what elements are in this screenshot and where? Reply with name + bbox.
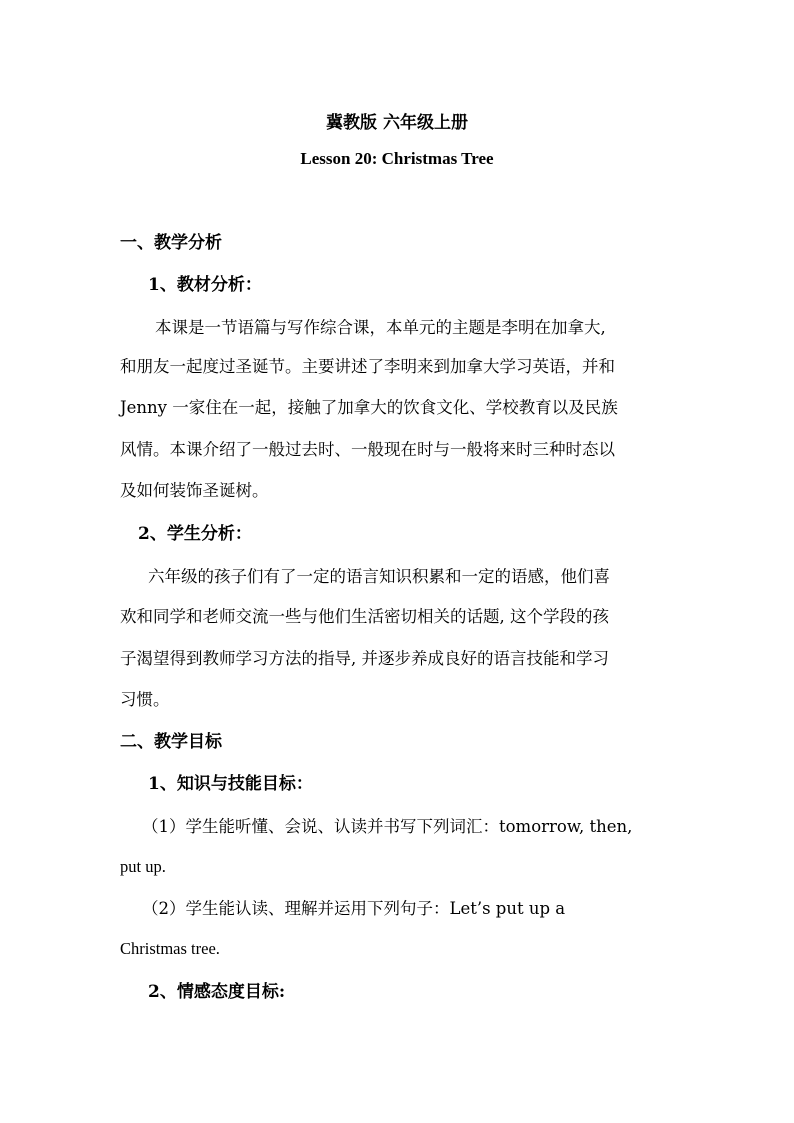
paragraph-line: 本课是一节语篇与写作综合课，本单元的主题是李明在加拿大, bbox=[155, 318, 606, 337]
paragraph-line: 六年级的孩子们有了一定的语言知识积累和一定的语感，他们喜 bbox=[148, 567, 610, 586]
subheading-knowledge-skills: 1、知识与技能目标： bbox=[148, 774, 313, 794]
paragraph-line: 子渴望得到教师学习方法的指导, 并逐步养成良好的语言技能和学习 bbox=[120, 649, 609, 668]
section-heading-objectives: 二、教学目标 bbox=[120, 732, 222, 752]
document-title: 冀教版 六年级上册 bbox=[326, 113, 468, 133]
paragraph-line: 及如何装饰圣诞树。 bbox=[120, 481, 269, 500]
paragraph-line: Jenny 一家住在一起，接触了加拿大的饮食文化、学校教育以及民族 bbox=[120, 398, 618, 417]
subheading-material-analysis: 1、教材分析： bbox=[148, 275, 262, 295]
paragraph-line: 和朋友一起度过圣诞节。主要讲述了李明来到加拿大学习英语，并和 bbox=[120, 357, 615, 376]
section-heading-analysis: 一、教学分析 bbox=[120, 233, 222, 253]
paragraph-line: put up. bbox=[120, 857, 166, 876]
paragraph-line: Christmas tree. bbox=[120, 939, 220, 958]
subheading-emotional-attitude: 2、情感态度目标: bbox=[148, 982, 286, 1002]
paragraph-line: 欢和同学和老师交流一些与他们生活密切相关的话题, 这个学段的孩 bbox=[120, 607, 609, 626]
paragraph-line: 风情。本课介绍了一般过去时、一般现在时与一般将来时三种时态以 bbox=[120, 440, 615, 459]
paragraph-line: （1）学生能听懂、会说、认读并书写下列词汇：tomorrow, then, bbox=[142, 817, 633, 836]
paragraph-line: （2）学生能认读、理解并运用下列句子：Let’s put up a bbox=[142, 899, 566, 918]
paragraph-line: 习惯。 bbox=[120, 690, 170, 709]
lesson-title: Lesson 20: Christmas Tree bbox=[300, 149, 494, 168]
subheading-student-analysis: 2、学生分析： bbox=[138, 524, 252, 544]
